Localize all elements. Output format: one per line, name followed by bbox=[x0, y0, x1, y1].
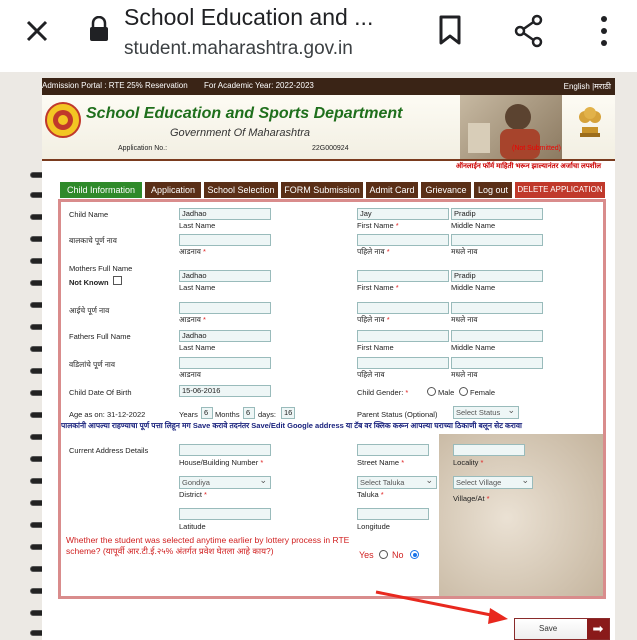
government-subtitle: Government Of Maharashtra bbox=[170, 127, 311, 139]
father-middle-name-input[interactable] bbox=[451, 330, 543, 342]
tab-grievance[interactable]: Grievance bbox=[421, 182, 471, 198]
pahile-nav-caption: पहिले नाव * bbox=[357, 315, 390, 324]
middle-name-caption: Middle Name bbox=[451, 283, 496, 292]
last-name-caption: Last Name bbox=[179, 283, 216, 292]
longitude-label: Longitude bbox=[357, 522, 390, 531]
latitude-input[interactable] bbox=[179, 508, 271, 520]
url-text[interactable]: student.maharashtra.gov.in bbox=[124, 38, 353, 59]
street-label: Street Name * bbox=[357, 458, 405, 467]
child-middle-name-mr-input[interactable] bbox=[451, 234, 543, 246]
latitude-label: Latitude bbox=[179, 522, 206, 531]
mother-middle-name-input[interactable]: Pradip bbox=[451, 270, 543, 282]
tab-form-submission[interactable]: FORM Submission bbox=[281, 182, 363, 198]
parent-status-select[interactable]: Select Status ⌄ bbox=[453, 406, 519, 419]
top-strip bbox=[42, 78, 615, 95]
no-radio[interactable] bbox=[410, 550, 419, 559]
lottery-question: Whether the student was selected anytime earlier by lottery process in RTE scheme? (यापूर्वी आर.टी.ई.२५% अंतर्गत प्रवेश घेतला आहे काय?) bbox=[66, 535, 350, 556]
father-name-label: Fathers Full Name bbox=[69, 332, 131, 341]
mother-first-name-mr-input[interactable] bbox=[357, 302, 449, 314]
close-icon[interactable] bbox=[22, 16, 52, 46]
academic-year: For Academic Year: 2022-2023 bbox=[204, 81, 314, 90]
pahile-nav-caption: पहिले नाव * bbox=[357, 247, 390, 256]
first-name-caption: First Name bbox=[357, 343, 394, 352]
notebook-spiral bbox=[0, 72, 30, 640]
header-notice bbox=[42, 162, 615, 172]
bookmark-icon[interactable] bbox=[437, 14, 463, 46]
dob-input[interactable]: 15-06-2016 bbox=[179, 385, 271, 397]
not-known-checkbox[interactable] bbox=[113, 276, 122, 285]
father-first-name-mr-input[interactable] bbox=[357, 357, 449, 369]
notice-text: ऑनलाईन फॉर्म माहिती भरून झाल्यानंतर अर्जाचा लपशील bbox=[455, 163, 601, 170]
tab-child-information[interactable]: Child Information bbox=[60, 182, 142, 198]
middle-name-caption: Middle Name bbox=[451, 343, 496, 352]
child-first-name-mr-input[interactable] bbox=[357, 234, 449, 246]
save-label: Save bbox=[539, 624, 558, 633]
madhale-nav-caption: मधले नाव bbox=[451, 247, 478, 256]
portal-content bbox=[42, 78, 615, 640]
male-radio[interactable] bbox=[427, 387, 436, 396]
mother-middle-name-mr-input[interactable] bbox=[451, 302, 543, 314]
mother-last-name-mr-input[interactable] bbox=[179, 302, 271, 314]
department-title: School Education and Sports Department bbox=[86, 105, 403, 122]
more-options-icon[interactable] bbox=[599, 14, 609, 48]
no-label: No bbox=[392, 550, 404, 560]
application-no-label: Application No.: bbox=[118, 145, 168, 152]
mother-first-name-input[interactable] bbox=[357, 270, 449, 282]
submission-status: (Not Submitted) bbox=[512, 145, 562, 152]
address-notice: पालकांनी आपल्या राहण्याचा पूर्ण पत्ता लिहून मग Save करावे तदनंतर Save/Edit Google address या टॅब वर क्लिक करून आपल्या घराच्या ठिकाणी बलून सेट करावा bbox=[61, 421, 522, 430]
child-last-name-mr-input[interactable] bbox=[179, 234, 271, 246]
street-name-input[interactable] bbox=[357, 444, 429, 456]
national-emblem-icon bbox=[576, 101, 604, 141]
tab-admit-card[interactable]: Admit Card bbox=[366, 182, 418, 198]
share-icon[interactable] bbox=[513, 14, 545, 48]
yes-label: Yes bbox=[359, 550, 374, 560]
child-name-label: Child Name bbox=[69, 210, 109, 219]
first-name-caption: First Name * bbox=[357, 283, 399, 292]
tab-application[interactable]: Application bbox=[145, 182, 201, 198]
child-last-name-input[interactable]: Jadhao bbox=[179, 208, 271, 220]
child-first-name-input[interactable]: Jay bbox=[357, 208, 449, 220]
father-name-mr-label: वडिलांचे पूर्ण नाव bbox=[69, 360, 116, 369]
house-number-input[interactable] bbox=[179, 444, 271, 456]
child-middle-name-input[interactable]: Pradip bbox=[451, 208, 543, 220]
adnav-caption: आडनाव * bbox=[179, 247, 206, 256]
father-last-name-input[interactable]: Jadhao bbox=[179, 330, 271, 342]
madhale-nav-caption: मधले नाव bbox=[451, 315, 478, 324]
age-label: Age as on: 31-12-2022 bbox=[69, 410, 146, 419]
days-label: days: bbox=[258, 410, 276, 419]
pahile-nav-caption: पहिले नाव bbox=[357, 370, 385, 379]
tab-school-selection[interactable]: School Selection bbox=[204, 182, 278, 198]
arrow-right-icon: ➡ bbox=[587, 619, 609, 639]
save-button[interactable] bbox=[514, 618, 610, 640]
female-radio[interactable] bbox=[459, 387, 468, 396]
locality-input[interactable] bbox=[453, 444, 525, 456]
mother-name-mr-label: आईचे पूर्ण नाव bbox=[69, 306, 110, 315]
tab-logout[interactable]: Log out bbox=[474, 182, 512, 198]
village-label: Village/At * bbox=[453, 494, 490, 503]
browser-toolbar bbox=[0, 0, 637, 72]
portal-name: Admission Portal : RTE 25% Reservation bbox=[42, 81, 188, 90]
department-logo-icon bbox=[44, 101, 82, 139]
delete-application-button[interactable]: DELETE APPLICATION bbox=[515, 182, 605, 198]
madhale-nav-caption: मधले नाव bbox=[451, 370, 478, 379]
adnav-caption: आडनाव bbox=[179, 370, 201, 379]
father-last-name-mr-input[interactable] bbox=[179, 357, 271, 369]
taluka-label: Taluka * bbox=[357, 490, 384, 499]
web-page bbox=[0, 72, 637, 640]
yes-radio[interactable] bbox=[379, 550, 388, 559]
years-label: Years bbox=[179, 410, 198, 419]
not-known-label: Not Known bbox=[69, 278, 109, 287]
child-name-mr-label: बालकाचे पूर्ण नाव bbox=[69, 236, 117, 245]
current-address-label: Current Address Details bbox=[69, 446, 149, 455]
district-select[interactable]: Gondiya ⌄ bbox=[179, 476, 271, 489]
site-header bbox=[42, 95, 615, 161]
father-first-name-input[interactable] bbox=[357, 330, 449, 342]
mother-last-name-input[interactable]: Jadhao bbox=[179, 270, 271, 282]
house-label: House/Building Number * bbox=[179, 458, 264, 467]
adnav-caption: आडनाव * bbox=[179, 315, 206, 324]
days-input[interactable]: 16 bbox=[281, 407, 295, 419]
application-no-value: 22G000924 bbox=[312, 145, 349, 152]
years-input[interactable]: 6 bbox=[201, 407, 213, 419]
last-name-caption: Last Name bbox=[179, 221, 216, 230]
gender-label: Child Gender: * bbox=[357, 388, 409, 397]
months-input[interactable]: 6 bbox=[243, 407, 255, 419]
parent-status-label: Parent Status (Optional) bbox=[357, 410, 438, 419]
months-label: Months bbox=[215, 410, 240, 419]
district-label: District * bbox=[179, 490, 207, 499]
mother-name-label: Mothers Full Name bbox=[69, 264, 133, 273]
language-switch[interactable]: English |मराठी bbox=[563, 82, 611, 91]
page-title[interactable]: School Education and ... bbox=[124, 4, 374, 30]
last-name-caption: Last Name bbox=[179, 343, 216, 352]
longitude-input[interactable] bbox=[357, 508, 429, 520]
red-arrow-icon bbox=[372, 586, 512, 626]
locality-label: Locality * bbox=[453, 458, 484, 467]
female-label: Female bbox=[470, 388, 496, 397]
middle-name-caption: Middle Name bbox=[451, 221, 496, 230]
taluka-select[interactable]: Select Taluka ⌄ bbox=[357, 476, 437, 489]
dob-label: Child Date Of Birth bbox=[69, 388, 132, 397]
male-label: Male bbox=[438, 388, 455, 397]
first-name-caption: First Name * bbox=[357, 221, 399, 230]
father-middle-name-mr-input[interactable] bbox=[451, 357, 543, 369]
lock-icon bbox=[88, 16, 110, 42]
village-select[interactable]: Select Village ⌄ bbox=[453, 476, 533, 489]
child-information-form bbox=[58, 199, 606, 599]
